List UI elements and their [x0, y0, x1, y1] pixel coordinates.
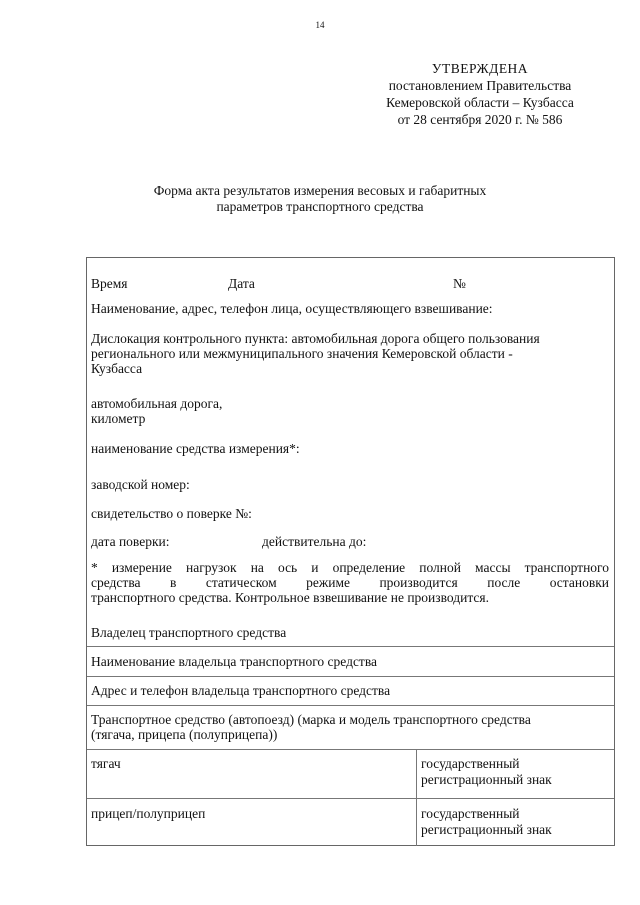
location-line-2: регионального или межмуниципального значения Кемеровской области - [91, 346, 513, 361]
approval-line-1: постановлением Правительства [388, 78, 572, 93]
divider [87, 676, 614, 677]
owner-name-field: Наименование владельца транспортного средства [91, 654, 378, 669]
form-title-line-2: параметров транспортного средства [216, 199, 424, 214]
divider [87, 749, 614, 750]
road-field [91, 396, 609, 426]
plate-label-line-2: регистрационный знак [421, 822, 552, 837]
divider [87, 646, 614, 647]
instrument-name-field: наименование средства измерения*: [91, 441, 300, 456]
tractor-plate-cell [421, 756, 552, 788]
vehicle-field [91, 712, 609, 742]
trailer-cell: прицеп/полуприцеп [91, 806, 206, 821]
owner-address-field: Адрес и телефон владельца транспортного средства [91, 683, 391, 698]
plate-label-line-2: регистрационный знак [421, 772, 552, 787]
approval-line-3: от 28 сентября 2020 г. № 586 [397, 112, 563, 127]
verification-date-label: дата поверки: [91, 534, 170, 549]
valid-until-label: действительна до: [262, 534, 367, 549]
plate-label-line-1: государственный [421, 806, 520, 821]
road-label: автомобильная дорога, [91, 396, 223, 411]
vehicle-line-1: Транспортное средство (автопоезд) (марка и модель транспортного средства [91, 712, 531, 727]
tractor-cell: тягач [91, 756, 121, 771]
approval-block [350, 60, 610, 128]
certificate-field: свидетельство о поверке №: [91, 506, 252, 521]
approval-stamp: УТВЕРЖДЕНА [431, 61, 529, 76]
location-line-1: Дислокация контрольного пункта: автомобильная дорога общего пользования [91, 331, 540, 346]
vehicle-line-2: (тягача, прицепа (полуприцепа)) [91, 727, 278, 742]
number-label: № [453, 276, 466, 291]
serial-number-field: заводской номер: [91, 477, 190, 492]
weighing-person-field: Наименование, адрес, телефон лица, осуществляющего взвешивание: [91, 301, 493, 316]
note-line-2: средства в статическом режиме производится после остановки [91, 575, 609, 590]
approval-line-2: Кемеровской области – Кузбасса [386, 95, 574, 110]
note-line-3: транспортного средства. Контрольное взвешивание не производится. [91, 590, 489, 605]
location-field [91, 331, 609, 376]
km-label: километр [91, 411, 146, 426]
date-label: Дата [228, 276, 255, 291]
form-title [120, 183, 520, 215]
note-line-1: * измерение нагрузок на ось и определение полной массы транспортного [91, 560, 609, 575]
divider [87, 705, 614, 706]
form-title-line-1: Форма акта результатов измерения весовых и габаритных [153, 183, 487, 198]
measurement-note [91, 560, 609, 605]
trailer-plate-cell [421, 806, 552, 838]
divider [87, 798, 614, 799]
location-line-3: Кузбасса [91, 361, 143, 376]
owner-field: Владелец транспортного средства [91, 625, 287, 640]
page-number: 14 [315, 20, 325, 30]
time-label: Время [91, 276, 128, 291]
measurement-act-form [86, 257, 615, 846]
plate-label-line-1: государственный [421, 756, 520, 771]
